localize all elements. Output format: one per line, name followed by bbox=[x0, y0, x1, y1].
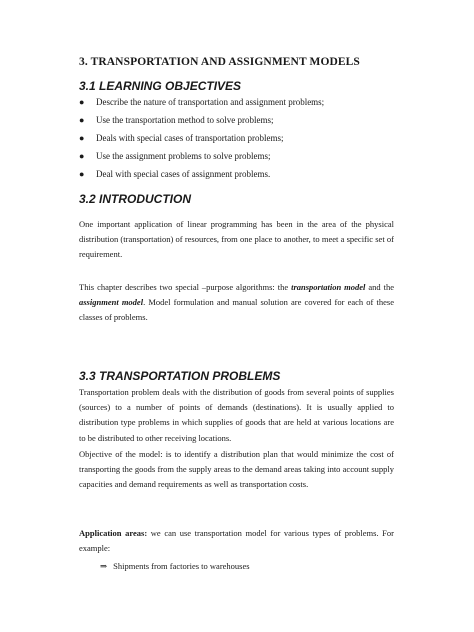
objectives-list bbox=[79, 96, 324, 186]
application-paragraph: Application areas: we can use transportation model for various types of problems. For example: bbox=[79, 528, 394, 554]
double-arrow-right-icon: ⇒ bbox=[100, 561, 108, 571]
intro-paragraph-1: One important application of linear programming has been in the area of the physical distribution (transportation) of resources, from one place to another, to meet a specific set of requirement. bbox=[79, 219, 394, 260]
bullet-icon: ● bbox=[79, 97, 85, 107]
bullet-icon: ● bbox=[79, 151, 85, 161]
list-item: ● Use the assignment problems to solve problems; bbox=[79, 151, 271, 161]
application-label: Application areas: bbox=[79, 528, 148, 538]
bullet-icon: ● bbox=[79, 169, 85, 179]
objectives-heading: 3.1 LEARNING OBJECTIVES bbox=[79, 79, 242, 93]
bullet-icon: ● bbox=[79, 115, 85, 125]
bullet-icon: ● bbox=[79, 133, 85, 143]
transport-paragraph-1: Transportation problem deals with the distribution of goods from several points of supplies (sources) to a number of points of demands (destinations). It is usually applied to distribution type problems in which supplies of goods that are held at various locations are to be distributed to other receiving locations. bbox=[79, 387, 394, 443]
emphasis-transportation-model: transportation model bbox=[291, 282, 366, 292]
list-item: ● Deals with special cases of transportation problems; bbox=[79, 133, 284, 143]
list-item: ● Use the transportation method to solve problems; bbox=[79, 115, 274, 125]
list-item: ● Deal with special cases of assignment problems. bbox=[79, 169, 271, 179]
intro-paragraph-2: This chapter describes two special –purpose algorithms: the transportation model and the assignment model. Model formulation and manual solution are covered for each of these classes of problems. bbox=[79, 282, 394, 323]
emphasis-assignment-model: assignment model bbox=[79, 297, 144, 308]
chapter-title: 3. TRANSPORTATION AND ASSIGNMENT MODELS bbox=[79, 56, 360, 68]
transport-paragraph-2: Objective of the model: is to identify a distribution plan that would minimize the cost of transporting the goods from the supply areas to the demand areas taking into account supply capacities and demand requirements as well as transportation costs. bbox=[79, 449, 394, 490]
list-item: ● Describe the nature of transportation and assignment problems; bbox=[79, 97, 325, 107]
transportation-problems-heading: 3.3 TRANSPORTATION PROBLEMS bbox=[79, 369, 281, 383]
example-list-item: ⇒ Shipments from factories to warehouses bbox=[100, 561, 250, 571]
introduction-heading: 3.2 INTRODUCTION bbox=[79, 192, 192, 206]
